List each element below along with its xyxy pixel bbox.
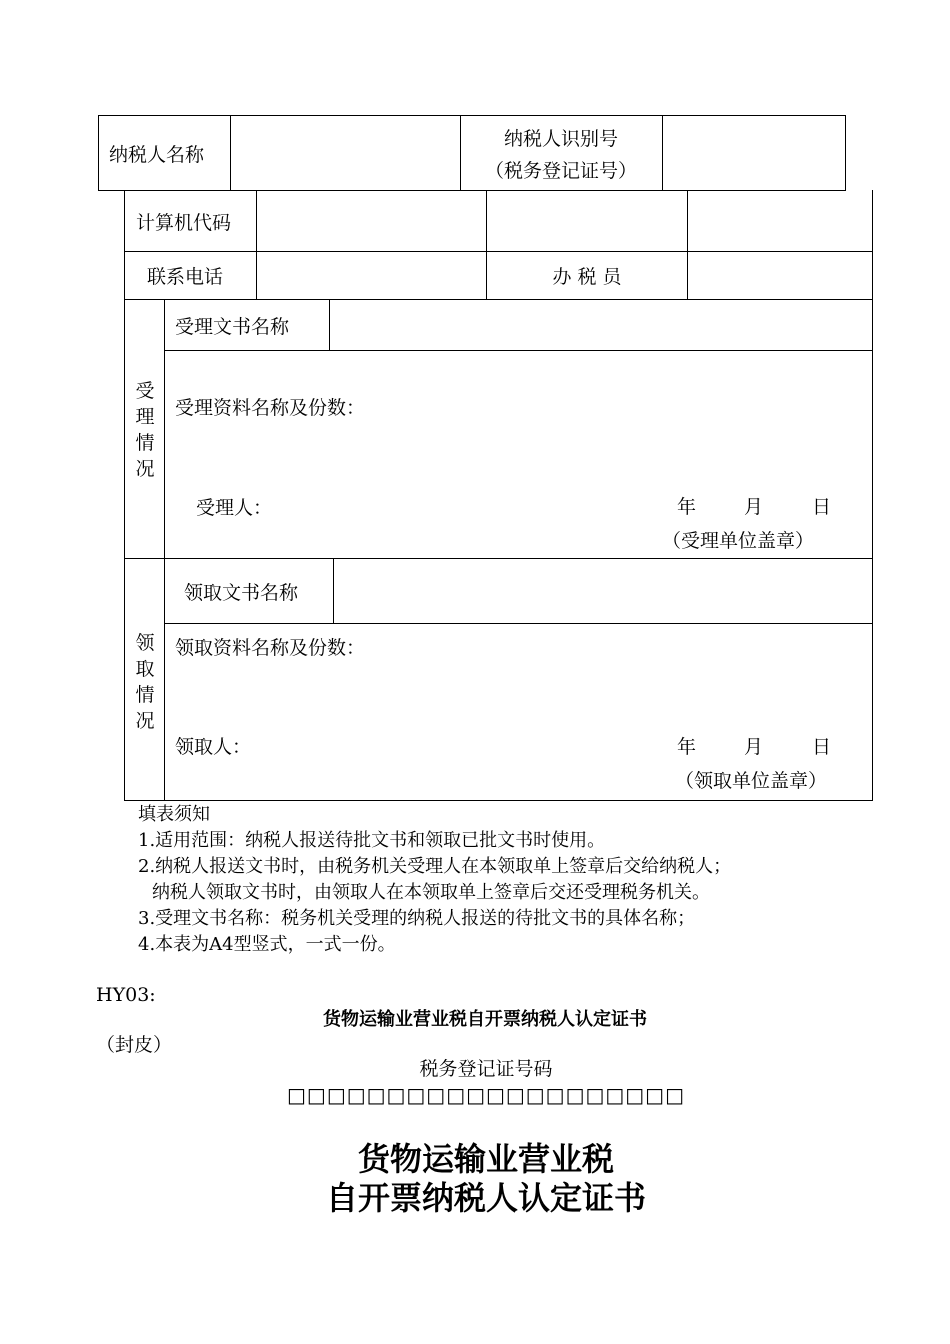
form-code: HY03: — [96, 984, 156, 1006]
reg-no-label: 税务登记证号码 — [419, 1058, 553, 1080]
receive-date-year: 年 — [677, 736, 697, 758]
receive-date-day: 日 — [812, 736, 832, 758]
big-title-line-2: 自开票纳税人认定证书 — [325, 1179, 646, 1217]
taxpayer-name-field[interactable] — [232, 117, 459, 189]
receive-date-month: 月 — [744, 736, 764, 758]
computer-code-field-3[interactable] — [689, 192, 871, 250]
notes-title: 填表须知 — [138, 804, 210, 825]
computer-code-label: 计算机代码 — [136, 212, 232, 234]
taxpayer-name-label: 纳税人名称 — [109, 144, 205, 166]
accept-doc-name-field[interactable] — [331, 301, 871, 349]
big-title-line-1: 货物运输业营业税 — [357, 1140, 614, 1178]
notes-item: 1.适用范围：纳税人报送待批文书和领取已批文书时使用。 — [138, 830, 606, 851]
receive-doc-name-label: 领取文书名称 — [184, 582, 299, 604]
accept-date-year: 年 — [677, 496, 697, 518]
notes-item: 4.本表为A4型竖式，一式一份。 — [138, 934, 396, 955]
taxpayer-id-field[interactable] — [664, 117, 844, 189]
receive-materials-label[interactable]: 领取资料名称及份数： — [175, 637, 366, 659]
computer-code-field-2[interactable] — [488, 192, 686, 250]
phone-label: 联系电话 — [147, 266, 224, 288]
tax-officer-label: 办 税 员 — [552, 266, 622, 288]
accept-seal-note: （受理单位盖章） — [662, 530, 815, 552]
accept-materials-label[interactable]: 受理资料名称及份数： — [175, 397, 366, 419]
accept-date-month: 月 — [744, 496, 764, 518]
phone-field[interactable] — [258, 253, 485, 298]
notes-item: 纳税人领取文书时，由领取人在本领取单上签章后交还受理税务机关。 — [152, 882, 710, 903]
taxpayer-id-sub-label: （税务登记证号） — [484, 160, 637, 182]
receive-doc-name-field[interactable] — [335, 560, 871, 622]
accept-doc-name-label: 受理文书名称 — [175, 316, 290, 338]
notes-item: 2.纳税人报送文书时，由税务机关受理人在本领取单上签章后交给纳税人； — [138, 856, 732, 877]
tax-officer-field[interactable] — [689, 253, 871, 298]
accept-date-day: 日 — [812, 496, 832, 518]
accept-person-label[interactable]: 受理人： — [196, 497, 273, 519]
notes-item: 3.受理文书名称：税务机关受理的纳税人报送的待批文书的具体名称； — [138, 908, 696, 929]
taxpayer-id-label: 纳税人识别号 — [503, 128, 618, 150]
subtitle: 货物运输业营业税自开票纳税人认定证书 — [323, 1009, 647, 1030]
cover-label: （封皮） — [96, 1034, 173, 1056]
receive-seal-note: （领取单位盖章） — [675, 770, 828, 792]
computer-code-field[interactable] — [258, 192, 485, 250]
reg-no-boxes[interactable]: □□□□□□□□□□□□□□□□□□□□ — [287, 1083, 685, 1107]
receive-person-label[interactable]: 领取人： — [175, 736, 252, 758]
